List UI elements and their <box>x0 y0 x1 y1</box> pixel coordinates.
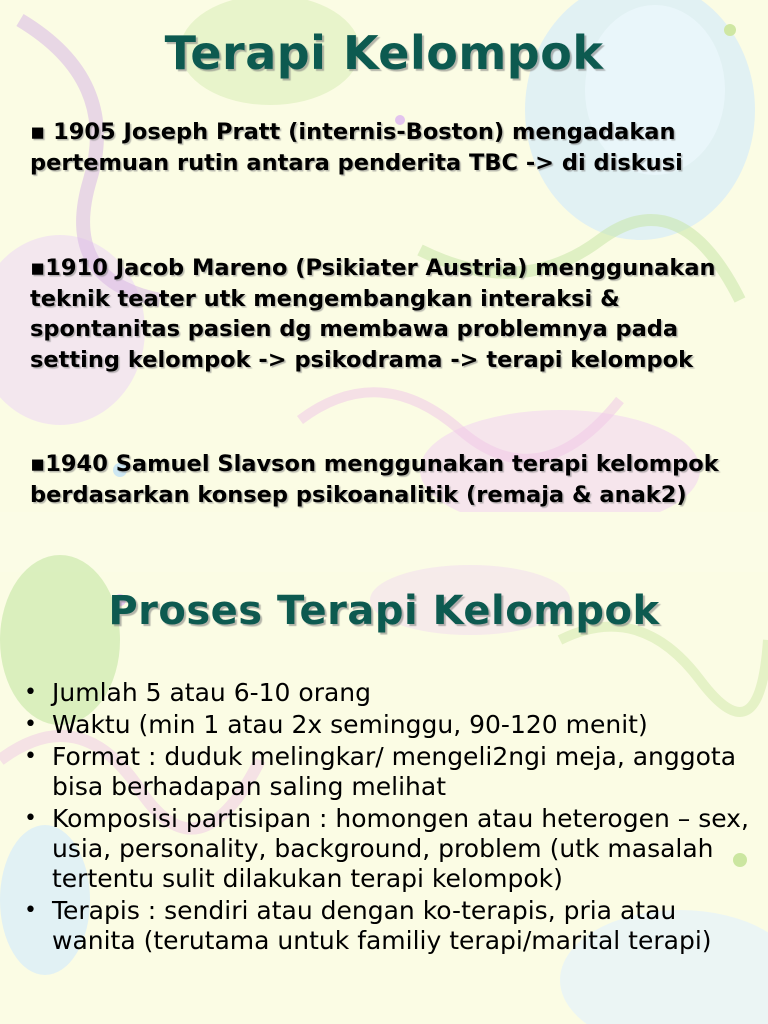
bullet-icon: • <box>24 898 37 923</box>
list-item <box>22 710 752 740</box>
slide-title: Terapi Kelompok <box>164 26 604 80</box>
list-item <box>22 804 752 894</box>
bullet-icon: • <box>24 806 37 831</box>
list-item <box>22 678 752 708</box>
slide-title: Proses Terapi Kelompok <box>108 588 660 634</box>
list-item <box>22 896 752 956</box>
bullet-icon: • <box>24 744 37 769</box>
bullet-icon: • <box>24 680 37 705</box>
list-item <box>22 742 752 802</box>
history-item-1910: ▪1910 Jacob Mareno (Psikiater Austria) menggunakan teknik teater utk mengembangkan interaksi & spontanitas pasien dg membawa problemnya pada setting kelompok -> psikodrama -> terapi kelompok <box>30 255 716 373</box>
slide-proses-terapi-kelompok <box>0 572 768 1024</box>
list-item-text: Jumlah 5 atau 6-10 orang <box>52 678 372 707</box>
list-item-text: Format : duduk melingkar/ mengeli2ngi meja, anggota bisa berhadapan saling melihat <box>52 742 737 801</box>
list-item-text: Komposisi partisipan : homongen atau heterogen – sex, usia, personality, background, problem (utk masalah tertentu sulit dilakukan terapi kelompok) <box>52 804 749 893</box>
list-item-text: Waktu (min 1 atau 2x seminggu, 90-120 menit) <box>52 710 648 739</box>
history-item-1940: ▪1940 Samuel Slavson menggunakan terapi kelompok berdasarkan konsep psikoanalitik (remaja & anak2) <box>30 451 719 508</box>
bullet-icon: • <box>24 712 37 737</box>
history-item-1905: ▪ 1905 Joseph Pratt (internis-Boston) mengadakan pertemuan rutin antara penderita TBC -> di diskusi <box>30 119 683 176</box>
process-bullet-list <box>22 678 752 958</box>
list-item-text: Terapis : sendiri atau dengan ko-terapis, pria atau wanita (terutama untuk familiy terapi/marital terapi) <box>52 896 712 955</box>
